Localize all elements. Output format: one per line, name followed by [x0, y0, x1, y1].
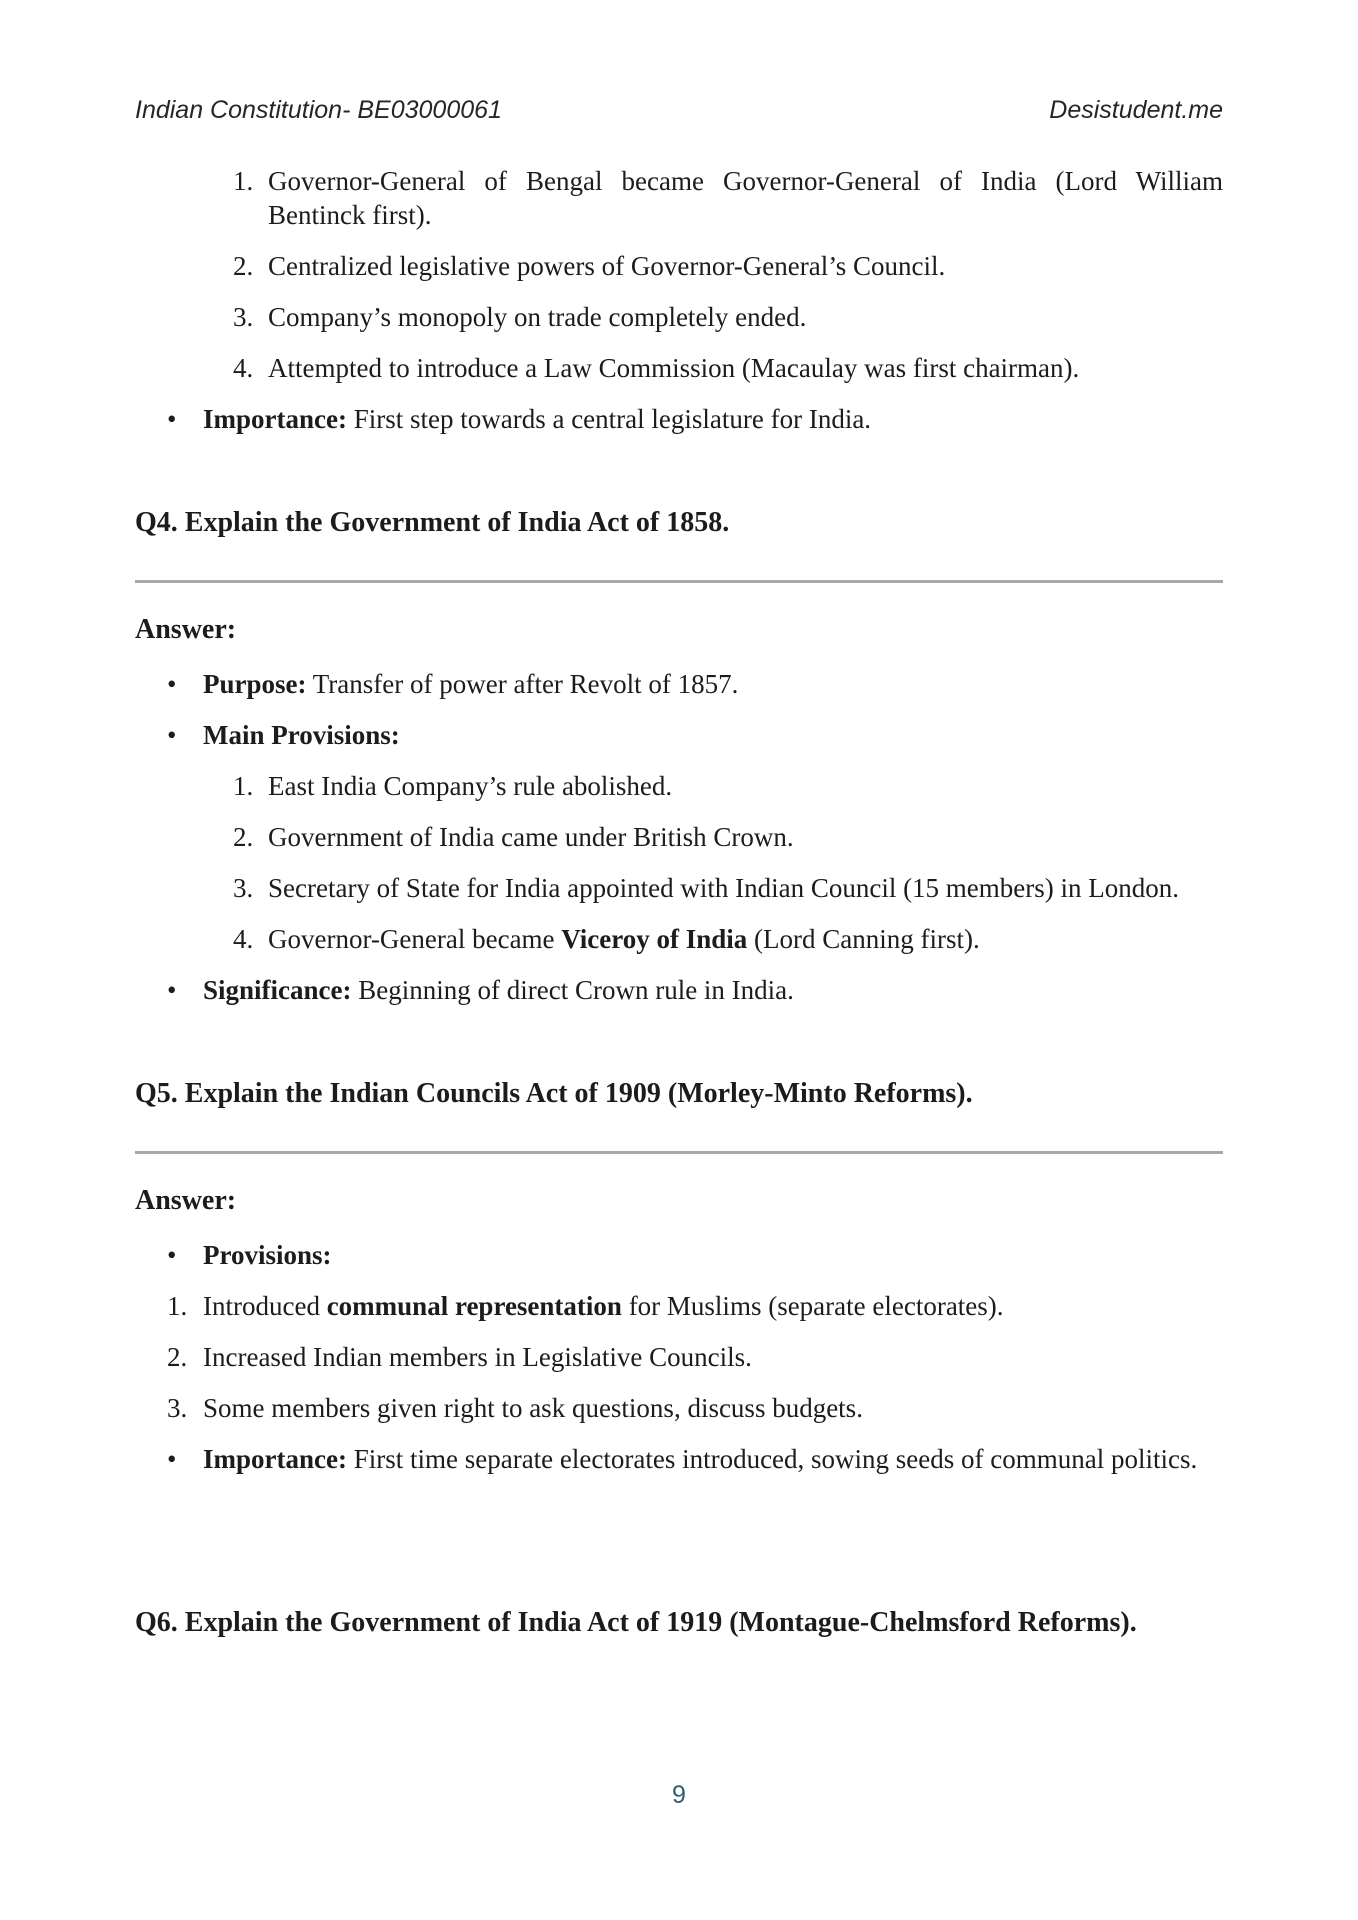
- list-number: 2.: [233, 251, 254, 281]
- answer-label: Answer:: [135, 1185, 237, 1216]
- numbered-list-item: [167, 1391, 1223, 1425]
- bullet-list-item: [167, 718, 1223, 752]
- significance-note: Significance: Beginning of direct Crown rule in India.: [203, 975, 794, 1005]
- bullet-icon: •: [167, 404, 177, 434]
- list-number: 3.: [233, 302, 254, 332]
- section-divider: [135, 1151, 1223, 1154]
- page-number: 9: [672, 1781, 686, 1809]
- list-item-text: Introduced communal representation for Muslims (separate electorates).: [203, 1291, 1004, 1321]
- list-number: 1.: [233, 166, 254, 196]
- list-number: 4.: [233, 353, 254, 383]
- list-number: 3.: [233, 873, 254, 903]
- bullet-icon: •: [167, 720, 177, 750]
- numbered-list-item: [233, 871, 1223, 905]
- list-item-text: Increased Indian members in Legislative Councils.: [203, 1342, 752, 1372]
- bullet-list-item: [167, 973, 1223, 1007]
- question-heading-q5: Q5. Explain the Indian Councils Act of 1909 (Morley-Minto Reforms).: [135, 1078, 973, 1109]
- importance-label: Importance:: [203, 404, 347, 434]
- header-site-name: Desistudent.me: [1049, 96, 1223, 124]
- numbered-list-item: [233, 249, 1223, 283]
- question-heading-q4: Q4. Explain the Government of India Act of 1858.: [135, 507, 730, 538]
- bullet-list-item: [167, 402, 1223, 436]
- bullet-list-item: [167, 1238, 1223, 1272]
- importance-label: Importance:: [203, 1444, 347, 1474]
- list-item-text: Company’s monopoly on trade completely ended.: [268, 302, 807, 332]
- bullet-icon: •: [167, 1444, 177, 1474]
- numbered-list-item: [233, 164, 1223, 232]
- numbered-list-item: [167, 1289, 1223, 1323]
- page-header: [135, 96, 1223, 124]
- list-item-text: Governor-General became Viceroy of India (Lord Canning first).: [268, 924, 980, 954]
- list-item-text: Government of India came under British Crown.: [268, 822, 794, 852]
- bullet-icon: •: [167, 1240, 177, 1270]
- bullet-icon: •: [167, 669, 177, 699]
- list-item-text: Secretary of State for India appointed with Indian Council (15 members) in London.: [268, 873, 1180, 903]
- bullet-icon: •: [167, 975, 177, 1005]
- numbered-list-item: [233, 922, 1223, 956]
- numbered-list-item: [167, 1340, 1223, 1374]
- list-item-text: Attempted to introduce a Law Commission (Macaulay was first chairman).: [268, 353, 1080, 383]
- list-number: 2.: [233, 822, 254, 852]
- importance-note: Importance: First step towards a central legislature for India.: [203, 404, 872, 434]
- document-body: [135, 164, 1223, 1640]
- numbered-list-item: [233, 351, 1223, 385]
- numbered-list-item: [233, 300, 1223, 334]
- header-course-title: Indian Constitution- BE03000061: [135, 96, 502, 124]
- answer-label: Answer:: [135, 614, 237, 645]
- importance-note: Importance: First time separate electorates introduced, sowing seeds of communal politics.: [203, 1444, 1198, 1474]
- purpose-note: Purpose: Transfer of power after Revolt of 1857.: [203, 669, 739, 699]
- list-item-text: Some members given right to ask questions, discuss budgets.: [203, 1393, 863, 1423]
- numbered-list-item: [233, 769, 1223, 803]
- significance-label: Significance:: [203, 975, 352, 1005]
- section-divider: [135, 580, 1223, 583]
- bullet-list-item: [167, 1442, 1223, 1476]
- main-provisions-label: Main Provisions:: [203, 720, 400, 750]
- numbered-list-item: [233, 820, 1223, 854]
- provisions-label: Provisions:: [203, 1240, 332, 1270]
- list-number: 1.: [233, 771, 254, 801]
- bullet-list-item: [167, 667, 1223, 701]
- list-number: 2.: [167, 1342, 188, 1372]
- list-number: 3.: [167, 1393, 188, 1423]
- list-number: 4.: [233, 924, 254, 954]
- question-heading-q6: Q6. Explain the Government of India Act of 1919 (Montague-Chelmsford Reforms).: [135, 1607, 1137, 1638]
- list-number: 1.: [167, 1291, 188, 1321]
- list-item-text: Governor-General of Bengal became Governor-General of India (Lord William Bentinck first).: [268, 166, 1223, 230]
- purpose-label: Purpose:: [203, 669, 307, 699]
- page-footer: [0, 1780, 1358, 1810]
- list-item-text: East India Company’s rule abolished.: [268, 771, 673, 801]
- list-item-text: Centralized legislative powers of Governor-General’s Council.: [268, 251, 946, 281]
